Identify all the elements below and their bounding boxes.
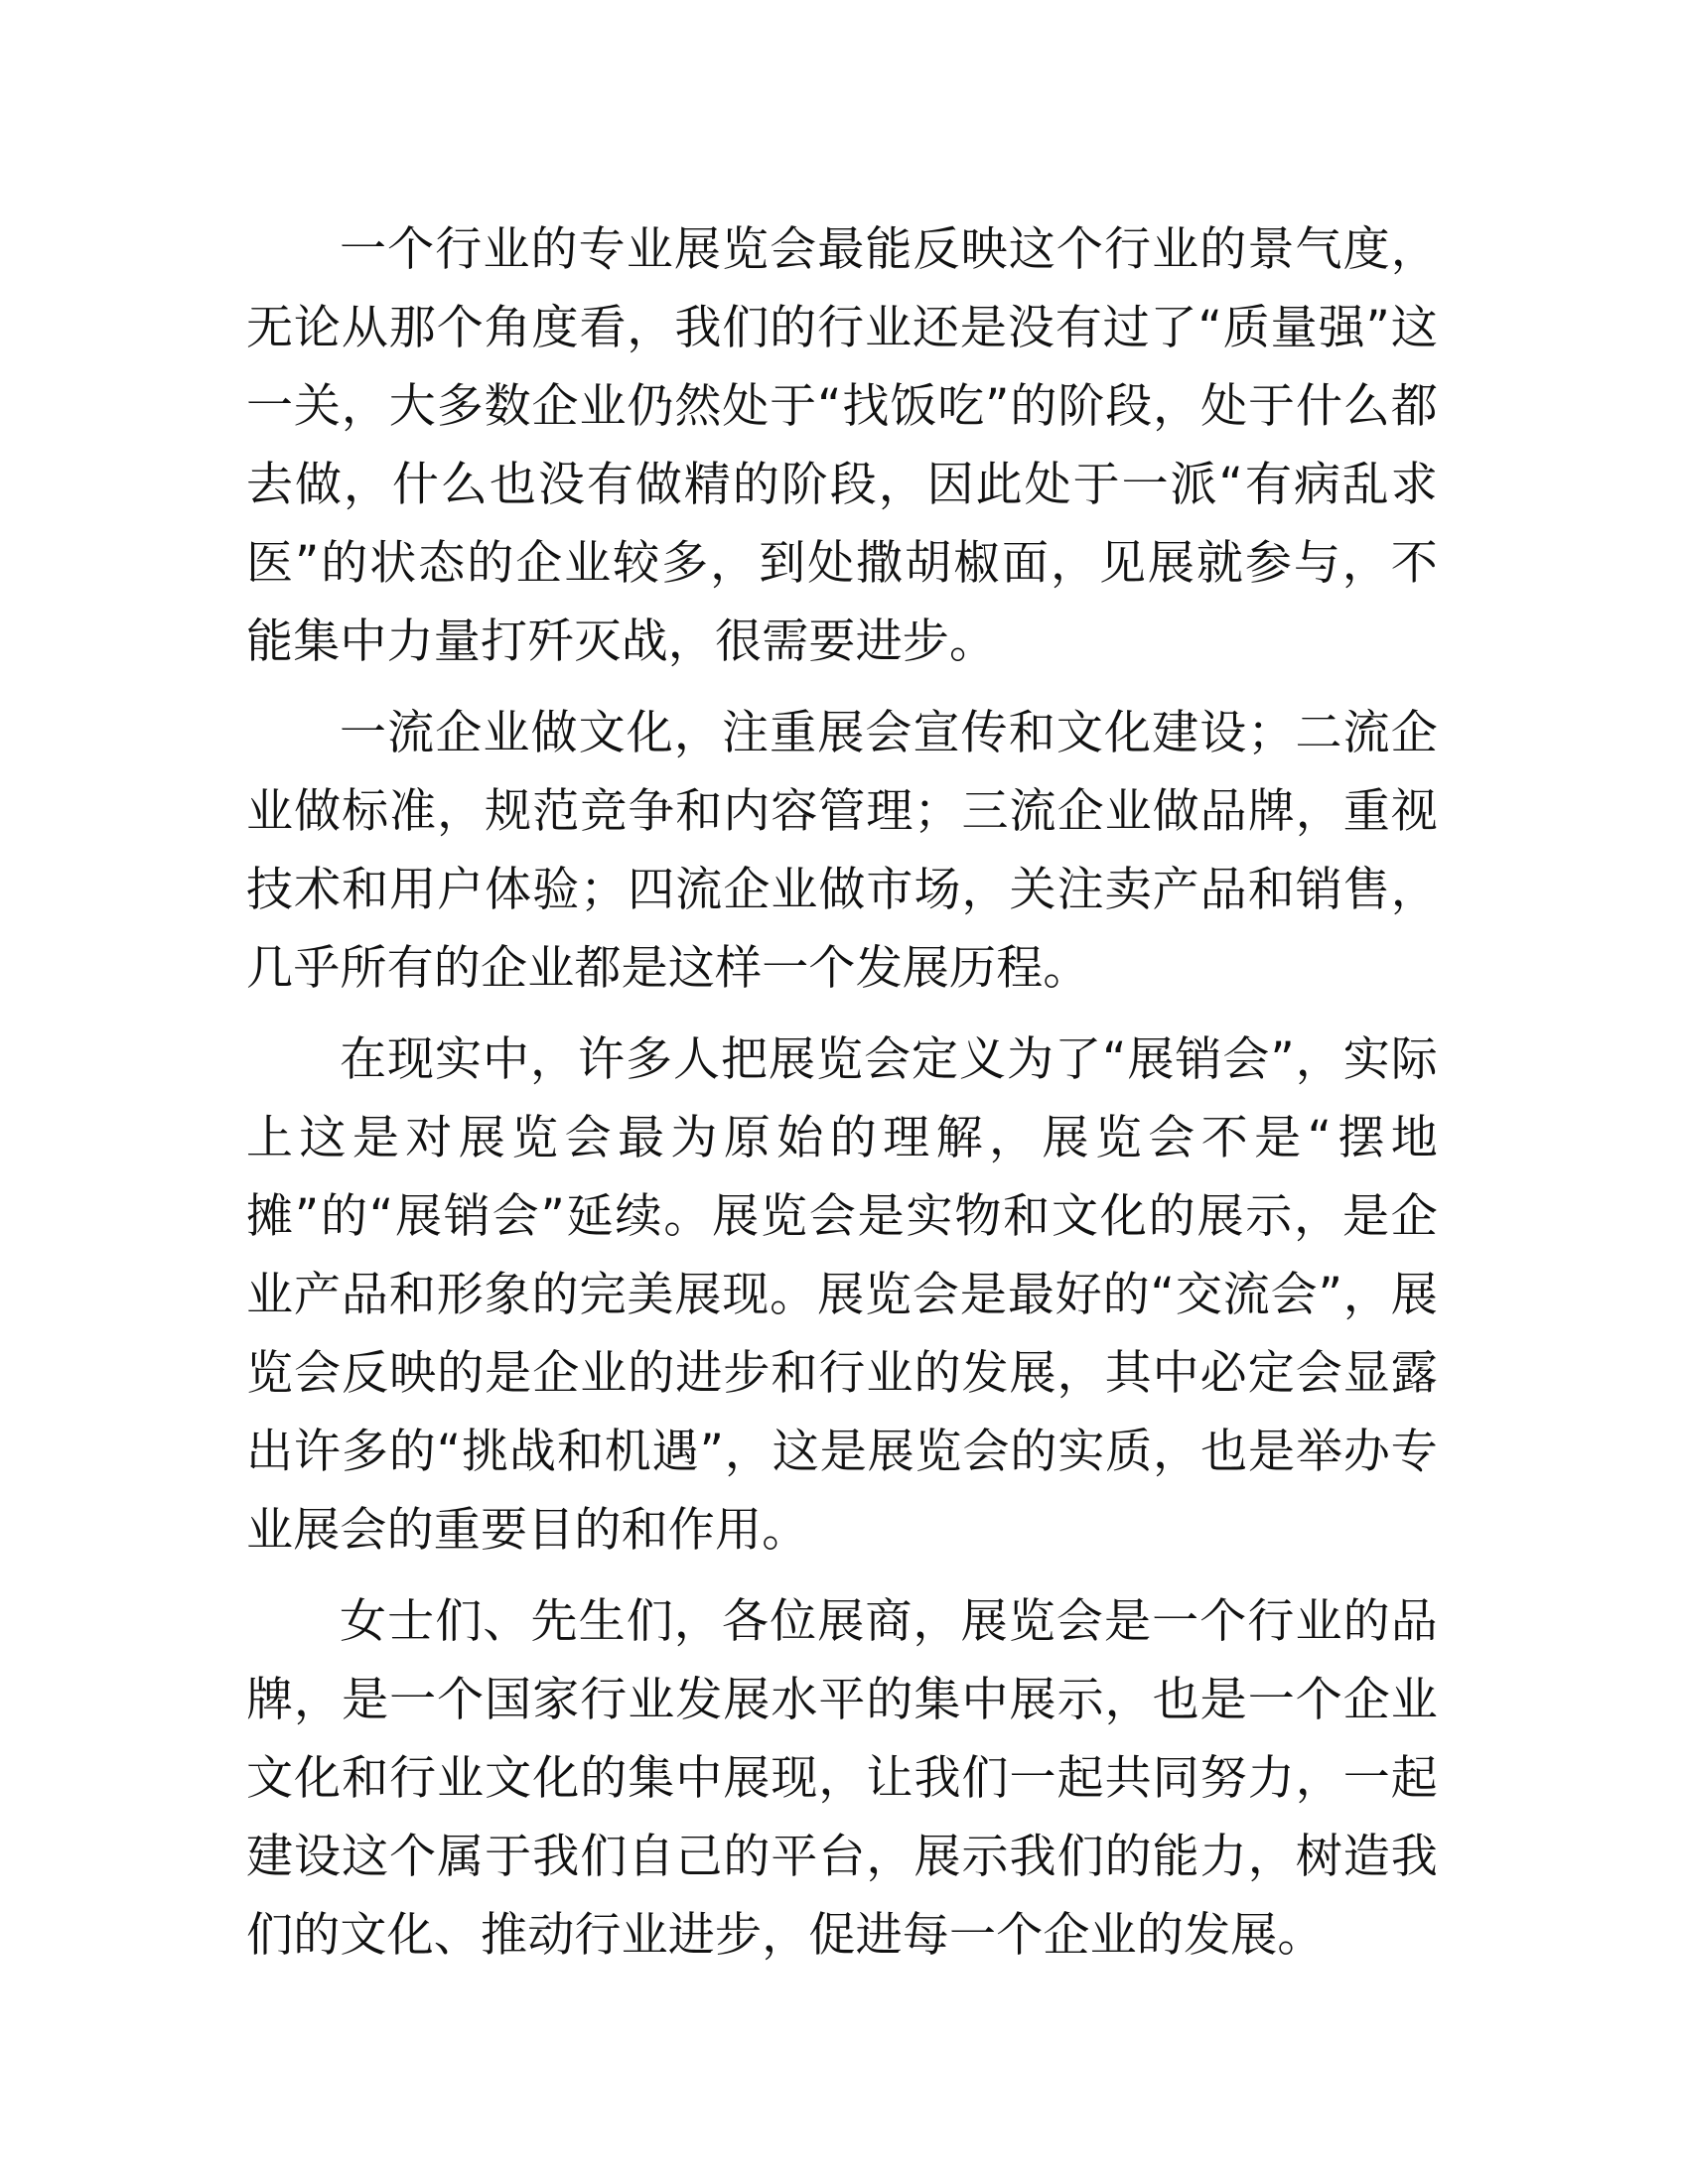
paragraph-industry-exhibition: 一个行业的专业展览会最能反映这个行业的景气度，无论从那个角度看，我们的行业还是没有过了“质量强”这一关，大多数企业仍然处于“找饭吃”的阶段，处于什么都去做，什么也没有做精的阶段，因此处于一派“有病乱求医”的状态的企业较多，到处撒胡椒面，见展就参与，不能集中力量打歼灭战，很需要进步。 bbox=[246, 222, 1438, 669]
paragraph-exhibition-meaning: 在现实中，许多人把展览会定义为了“展销会”，实际上这是对展览会最为原始的理解，展览会不是“摆地摊”的“展销会”延续。展览会是实物和文化的展示，是企业产品和形象的完美展现。展览会是最好的“交流会”，展览会反映的是企业的进步和行业的发展，其中必定会显露出许多的“挑战和机遇”，这是展览会的实质，也是举办专业展会的重要目的和作用。 bbox=[246, 1032, 1438, 1558]
paragraph-enterprise-levels: 一流企业做文化，注重展会宣传和文化建设；二流企业做标准，规范竞争和内容管理；三流企业做品牌，重视技术和用户体验；四流企业做市场，关注卖产品和销售，几乎所有的企业都是这样一个发展历程。 bbox=[246, 706, 1438, 996]
paragraph-closing-appeal: 女士们、先生们，各位展商，展览会是一个行业的品牌，是一个国家行业发展水平的集中展示，也是一个企业文化和行业文化的集中展现，让我们一起共同努力，一起建设这个属于我们自己的平台，展示我们的能力，树造我们的文化、推动行业进步，促进每一个企业的发展。 bbox=[246, 1594, 1438, 1963]
document-body bbox=[246, 210, 1438, 1987]
